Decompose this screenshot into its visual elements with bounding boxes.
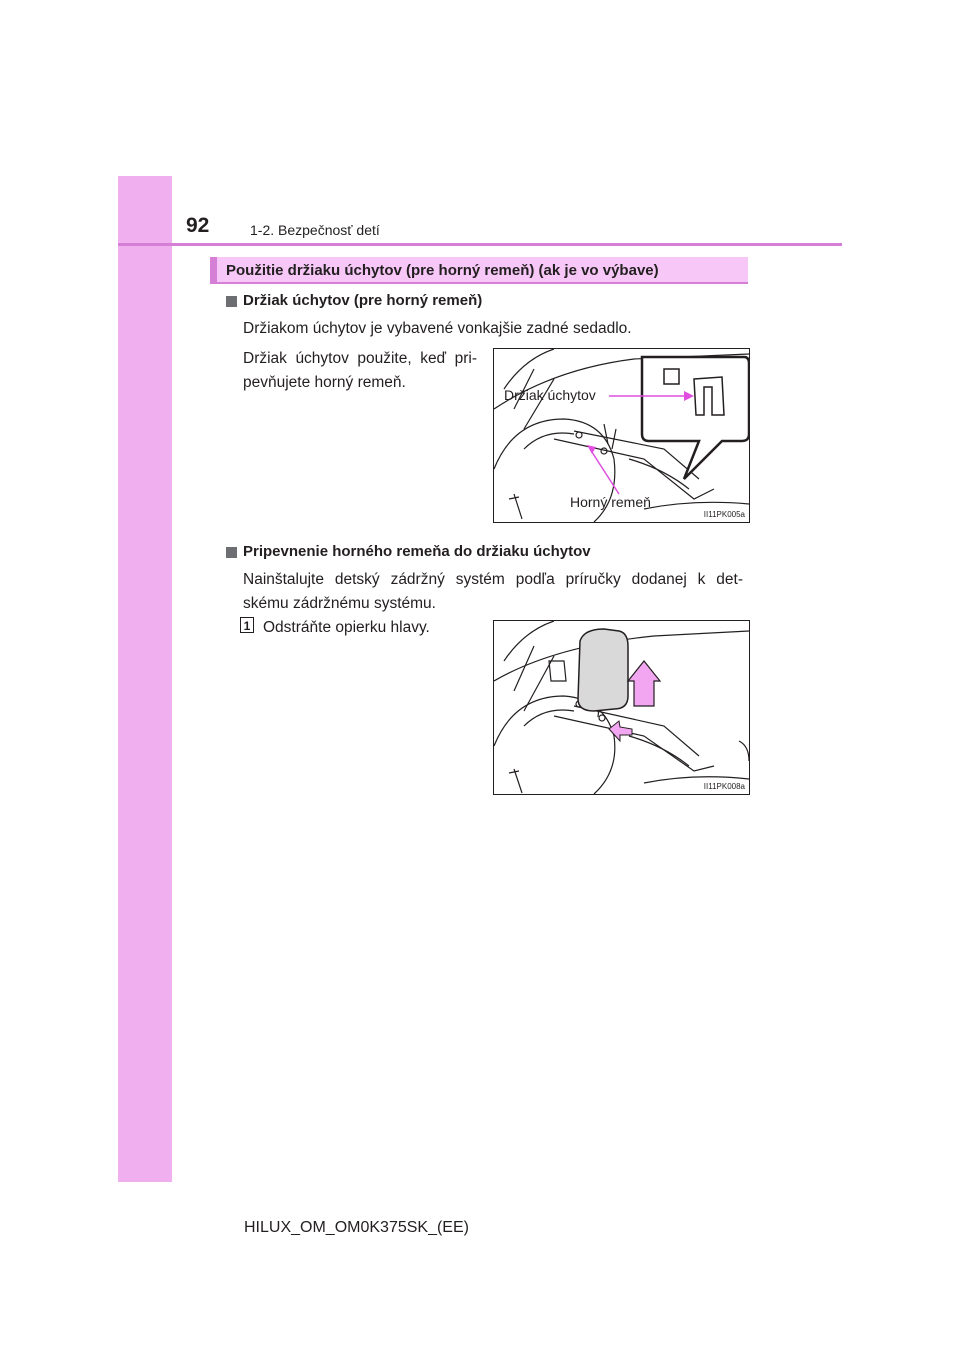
headrest-removal-illustration	[494, 621, 749, 794]
section-title: 1-2. Bezpečnosť detí	[250, 222, 380, 238]
square-bullet-icon	[226, 547, 237, 558]
topic-title: Použitie držiaku úchytov (pre horný remeň) (ak je vo výbave)	[226, 262, 659, 279]
figure-code: II11PK005a	[703, 510, 745, 519]
square-bullet-icon	[226, 296, 237, 307]
paragraph-equipment: Držiakom úchytov je vybavené vonkajšie zadné sedadlo.	[243, 320, 632, 337]
callout-tether-bracket: Držiak úchytov	[504, 387, 596, 403]
subsection-heading-attach-strap: Pripevnenie horného remeňa do držiaku úchytov	[243, 543, 591, 560]
footer-document-id: HILUX_OM_OM0K375SK_(EE)	[244, 1219, 469, 1236]
topic-bar	[210, 257, 748, 284]
step-text: Odstráňte opierku hlavy.	[263, 619, 430, 636]
paragraph-install-line1: Nainštalujte detský zádržný systém podľa príručky dodanej k det-	[243, 571, 743, 588]
subsection-heading-tether-bracket: Držiak úchytov (pre horný remeň)	[243, 292, 483, 309]
paragraph-usage-line2: pevňujete horný remeň.	[243, 374, 406, 391]
step-number-badge: 1	[240, 617, 254, 633]
figure-tether-bracket	[493, 348, 750, 523]
header-divider	[118, 243, 842, 246]
paragraph-usage-line1: Držiak úchytov použite, keď pri-	[243, 350, 477, 367]
paragraph-install-line2: skému zádržnému systému.	[243, 595, 436, 612]
page-number: 92	[186, 214, 210, 237]
callout-top-strap: Horný remeň	[570, 494, 651, 510]
figure-code: II11PK008a	[703, 782, 745, 791]
side-tab-strip	[118, 176, 172, 1182]
figure-remove-headrest	[493, 620, 750, 795]
